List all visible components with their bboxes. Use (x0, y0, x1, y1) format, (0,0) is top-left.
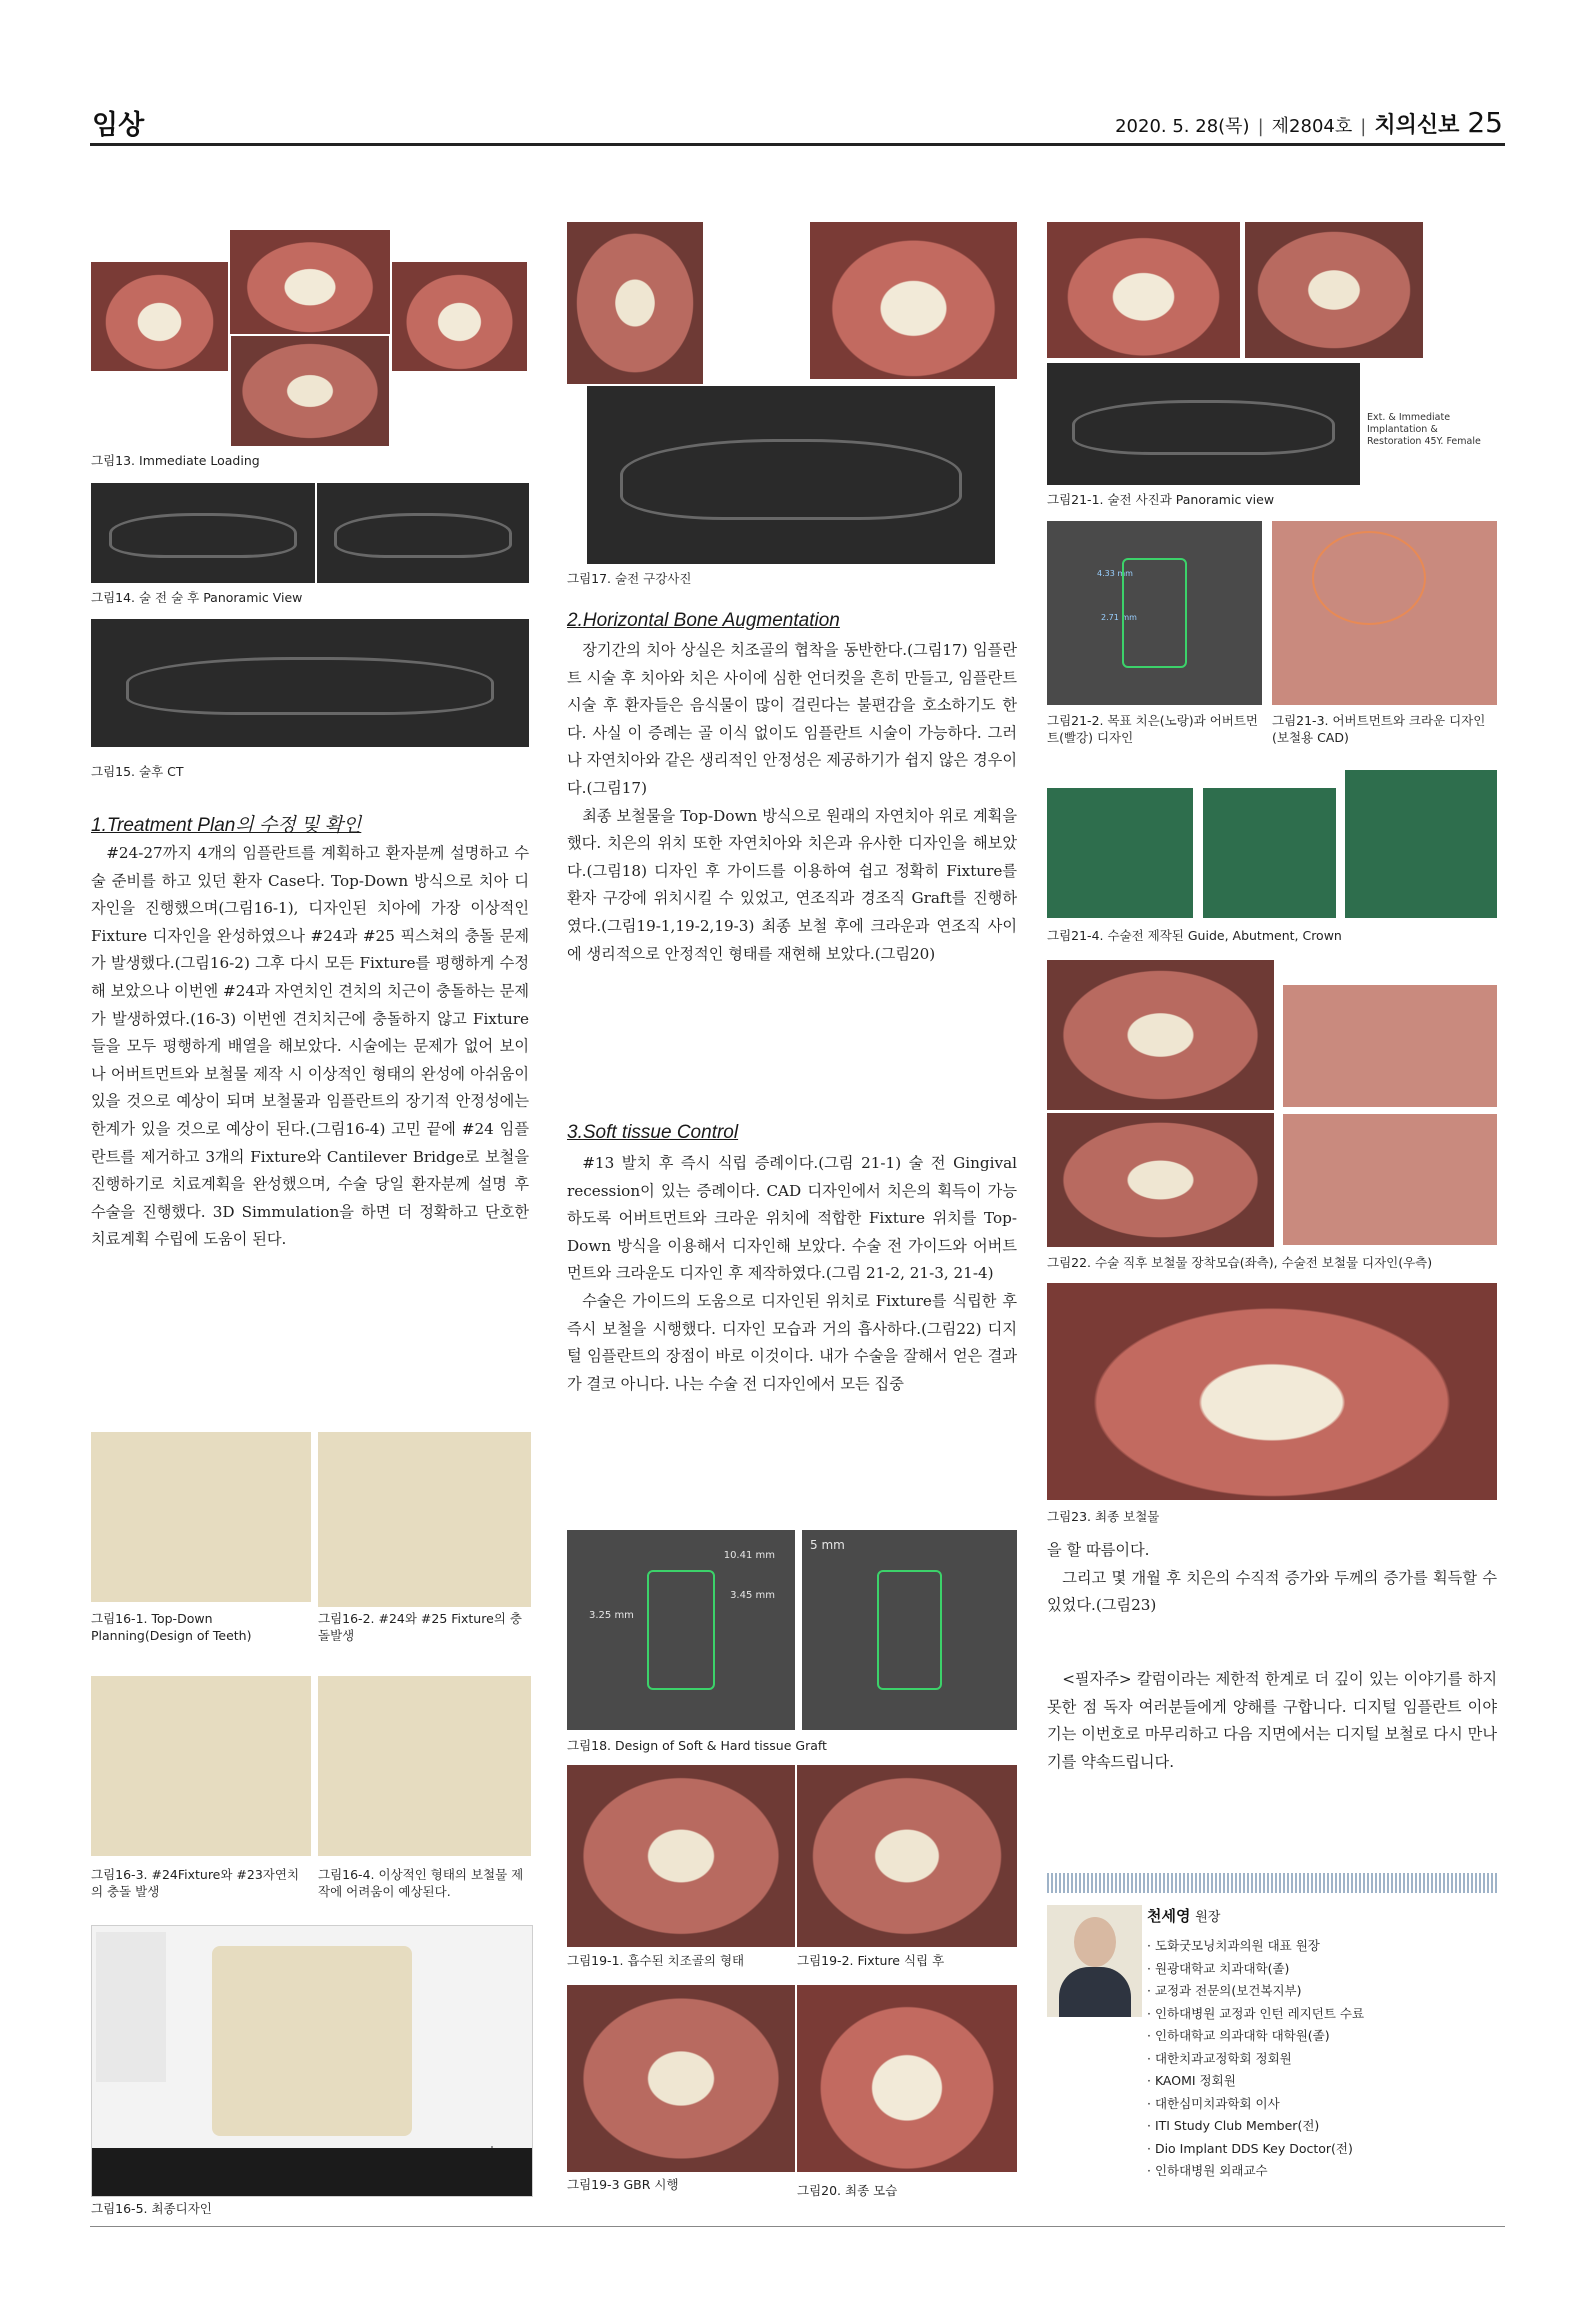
fig15-ct-image (91, 619, 529, 747)
fig22-photo-bottom (1047, 1113, 1274, 1247)
section2-paragraph-1: 장기간의 치아 상실은 치조골의 협착을 동반한다.(그림17) 임플란트 시술 후 치아와 치은 사이에 심한 언더컷을 흔히 만들고, 임플란트 시술 후 환자들은 음식물이 많이 걸린다는 불편감을 호소하기도 한다. 사실 이 증례는 골 이식 없이도 임플란트 시술이 가능하다. 그러나 자연치아와 같은 생리적인 안정성은 제공하기가 쉽지 않은 경우이다.(그림17) (567, 641, 1017, 797)
fig16-2-cad (318, 1432, 531, 1607)
caption-fig18: 그림18. Design of Soft & Hard tissue Graft (567, 1738, 827, 1753)
fig17-lateral-photo (810, 222, 1017, 379)
section3-body-col2 (567, 1150, 1017, 1398)
caption-fig16-2: 그림16-2. #24와 #25 Fixture의 충돌발생 (318, 1611, 522, 1643)
caption-fig23: 그림23. 최종 보철물 (1047, 1509, 1160, 1524)
fig18-measure-4: 5 mm (810, 1538, 845, 1552)
bio-item: · 교정과 전문의(보건복지부) (1147, 1983, 1302, 1998)
fig19-1-photo (567, 1765, 795, 1947)
fig16-1-cad (91, 1432, 311, 1602)
caption-fig19-3: 그림19-3 GBR 시행 (567, 2177, 679, 2192)
fig16-5-software-screenshot (91, 1925, 533, 2197)
fig22-photo-top (1047, 960, 1274, 1110)
caption-fig19-2: 그림19-2. Fixture 식립 후 (797, 1953, 945, 1968)
author-note (1047, 1666, 1497, 1776)
fig18-cbct-right (802, 1530, 1017, 1730)
masthead (1115, 106, 1503, 139)
header-rule (90, 143, 1505, 146)
issue-number: 제2804호 (1271, 116, 1353, 137)
software-3d-view (212, 1946, 412, 2136)
fig14-panoramic-after (317, 483, 529, 583)
fig22-design-bottom (1283, 1114, 1497, 1245)
section2-heading: 2.Horizontal Bone Augmentation (567, 610, 840, 631)
section-title: 임상 (92, 110, 145, 141)
author-name-line (1147, 1905, 1220, 1926)
caption-fig19-1: 그림19-1. 흡수된 치조골의 형태 (567, 1953, 745, 1968)
fig20-photo (797, 1985, 1017, 2172)
author-note-text: <필자주> 칼럼이라는 제한적 한계로 더 깊이 있는 이야기를 하지 못한 점 독자 여러분들에게 양해를 구합니다. 디지털 임플란트 이야기는 이번호로 마무리하고 다음 지면에서는 디지털 보철로 다시 만나기를 약속드립니다. (1047, 1670, 1497, 1771)
fig18-cbct-left (567, 1530, 795, 1730)
author-title: 원장 (1195, 1910, 1221, 1925)
author-photo-head (1074, 1917, 1116, 1967)
section3-paragraph-1: #13 발치 후 즉시 식립 증례이다.(그림 21-1) 술 전 Gingival recession이 있는 증례이다. CAD 디자인에서 치은의 획득이 가능하도록 어버트먼트와 크라운 위치에 적합한 Fixture 위치를 Top-Down 방식을 이용해서 디자인해 보았다. 수술 전 가이드와 어버트먼트와 크라운도 디자인 후 제작하였다.(그림 21-2, 21-3, 21-4) (567, 1154, 1017, 1283)
section3-heading: 3.Soft tissue Control (567, 1122, 739, 1143)
fig21-2-measure-1: 4.33 mm (1097, 569, 1133, 578)
caption-fig21-3: 그림21-3. 어버트먼트와 크라운 디자인(보철용 CAD) (1272, 713, 1486, 745)
bio-item: · Dio Implant DDS Key Doctor(전) (1147, 2140, 1353, 2156)
section1-heading: 1.Treatment Plan의 수정 및 확인 (91, 815, 362, 836)
bio-item: · 원광대학교 치과대학(졸) (1147, 1960, 1290, 1976)
fig21-4-crown-photo (1345, 770, 1497, 918)
fig18-measure-2: 3.45 mm (730, 1590, 775, 1601)
issue-date: 2020. 5. 28(목) (1115, 116, 1250, 137)
fig21-1-photo-occlusal (1245, 222, 1423, 358)
fig13-photo-occlusal (231, 336, 389, 446)
caption-fig17: 그림17. 술전 구강사진 (567, 571, 692, 586)
caption-fig20: 그림20. 최종 모습 (797, 2183, 898, 2198)
fig23-photo (1047, 1283, 1497, 1500)
caption-fig14: 그림14. 술 전 술 후 Panoramic View (91, 590, 303, 605)
bio-item: · 인하대병원 외래교수 (1147, 2163, 1268, 2178)
bio-item: · 인하대학교 의과대학 대학원(졸) (1147, 2028, 1330, 2043)
caption-fig16-1: 그림16-1. Top-Down Planning(Design of Teeth) (91, 1611, 252, 1643)
fig13-photo-center (230, 230, 390, 334)
fig14-panoramic-before (91, 483, 315, 583)
section2-paragraph-2: 최종 보철물을 Top-Down 방식으로 원래의 자연치아 위로 계획을 했다. 치은의 위치 또한 자연치아와 치은과 유사한 디자인을 해보았다.(그림18) 디자인 후 가이드를 이용하여 쉽고 정확히 Fixture를 환자 구강에 위치시킬 수 있었고, 연조직과 경조직 Graft를 진행하였다.(그림19-1,19-2,19-3) 최종 보철 후에 크라운과 연조직 사이에 생리적으로 안정적인 형태를 재현해 보았다.(그림20) (567, 806, 1017, 963)
bio-item: · 인하대병원 교정과 인턴 레지던트 수료 (1147, 2005, 1365, 2021)
fig21-3-highlight-circle (1312, 531, 1426, 625)
caption-fig21-2: 그림21-2. 목표 치은(노랑)과 어버트먼트(빨강) 디자인 (1047, 713, 1258, 745)
caption-fig21-4: 그림21-4. 수술전 제작된 Guide, Abutment, Crown (1047, 928, 1342, 943)
fig21-1-note: Ext. & Immediate Implantation & Restoration 45Y. Female (1367, 412, 1481, 447)
author-bio (1147, 1935, 1364, 2183)
author-photo-body (1059, 1967, 1131, 2017)
bio-item: · 대한치과교정학회 정회원 (1147, 2050, 1292, 2066)
fig18-measure-1: 10.41 mm (723, 1550, 775, 1561)
fig21-2-measure-2: 2.71 mm (1101, 613, 1137, 622)
software-left-panel (96, 1932, 166, 2082)
fig21-4-abutment-photo (1203, 788, 1336, 918)
bio-item: · 도화굿모닝치과의원 대표 원장 (1147, 1938, 1320, 1953)
author-divider (1047, 1873, 1497, 1893)
fig21-1-photo-lateral (1047, 222, 1240, 358)
fig13-photo-right (392, 262, 527, 371)
section1-body (91, 840, 529, 1254)
fig16-3-cad (91, 1676, 311, 1856)
page-number: 25 (1467, 106, 1503, 139)
fig19-3-photo (567, 1985, 795, 2172)
fig16-4-cad (318, 1676, 531, 1856)
bio-item: · KAOMI 정회원 (1147, 2073, 1236, 2088)
author-photo (1047, 1905, 1142, 2017)
fig21-4-guide-photo (1047, 788, 1193, 918)
footer-rule (90, 2226, 1505, 2227)
section3-paragraph-4: 그리고 몇 개월 후 치은의 수직적 증가와 두께의 증가를 획득할 수 있었다.(그림23) (1047, 1568, 1497, 1615)
section2-body (567, 637, 1017, 968)
caption-fig21-1: 그림21-1. 술전 사진과 Panoramic view (1047, 492, 1275, 507)
fig21-1-panoramic (1047, 363, 1360, 485)
caption-fig15: 그림15. 술후 CT (91, 764, 184, 779)
fig21-2-cbct (1047, 521, 1262, 705)
separator: | (1257, 116, 1264, 137)
section1-paragraph: #24-27까지 4개의 임플란트를 계획하고 환자분께 설명하고 수술 준비를 하고 있던 환자 Case다. Top-Down 방식으로 치아 디자인을 진행했으며(그림16-1), 디자인된 치아에 가장 이상적인 Fixture 디자인을 완성하였으나 #24과 #25 픽스쳐의 충돌 문제가 발생했다.(그림16-2) 그후 다시 모든 Fixture를 평행하게 수정해 보았으나 이번엔 #24과 자연치인 견치의 치근이 충돌하는 문제가 발생하였다.(16-3) 이번엔 견치치근에 충돌하지 않고 Fixture들을 모두 평행하게 배열을 해보았다. 시술에는 문제가 없어 보이나 어버트먼트와 보철물 제작 시 이상적인 형태의 완성에 아쉬움이 있을 것으로 예상이 되며 보철물과 임플란트의 장기적 안정성에는 한계가 있을 것으로 예상이 된다.(그림16-4) 고민 끝에 #24 임플란트를 제거하고 3개의 Fixture와 Cantilever Bridge로 보철을 진행하기로 치료계획을 완성했으며, 수술 당일 환자분께 설명 후 수술을 진행했다. 3D Simmulation을 하면 더 정확하고 단호한 치료계획 수립에 도움이 된다. (91, 844, 529, 1249)
caption-fig13: 그림13. Immediate Loading (91, 453, 260, 468)
fig22-design-top (1283, 985, 1497, 1107)
separator: | (1360, 116, 1367, 137)
bio-item: · ITI Study Club Member(전) (1147, 2118, 1320, 2133)
fig17-panoramic (587, 386, 995, 564)
caption-fig16-3: 그림16-3. #24Fixture와 #23자연치의 충돌 발생 (91, 1867, 300, 1899)
paper-name: 치의신보 (1374, 113, 1460, 138)
caption-fig22: 그림22. 수술 직후 보철물 장착모습(좌측), 수술전 보철물 디자인(우측) (1047, 1255, 1433, 1270)
section3-body-col3 (1047, 1537, 1497, 1620)
fig18-measure-3: 3.25 mm (589, 1610, 634, 1621)
caption-fig16-4: 그림16-4. 이상적인 형태의 보철물 제작에 어려움이 예상된다. (318, 1867, 524, 1899)
fig13-photo-front (91, 262, 228, 371)
bio-item: · 대한심미치과학회 이사 (1147, 2095, 1280, 2111)
author-name: 천세영 (1147, 1907, 1191, 1925)
fig21-3-cad (1272, 521, 1497, 705)
section3-paragraph-2: 수술은 가이드의 도움으로 디자인된 위치로 Fixture를 식립한 후 즉시 보철을 시행했다. 디자인 모습과 거의 흡사하다.(그림22) 디지털 임플란트의 장점이 바로 이것이다. 내가 수술을 잘해서 얻은 결과가 결코 아니다. 나는 수술 전 디자인에서 모든 집중 (567, 1291, 1017, 1393)
caption-fig16-5: 그림16-5. 최종디자인 (91, 2201, 212, 2216)
fig19-2-photo (797, 1765, 1017, 1947)
section3-paragraph-3: 을 할 따름이다. (1047, 1541, 1150, 1559)
software-bottom-strip (92, 2148, 532, 2196)
fig17-occlusal-photo (567, 222, 703, 384)
